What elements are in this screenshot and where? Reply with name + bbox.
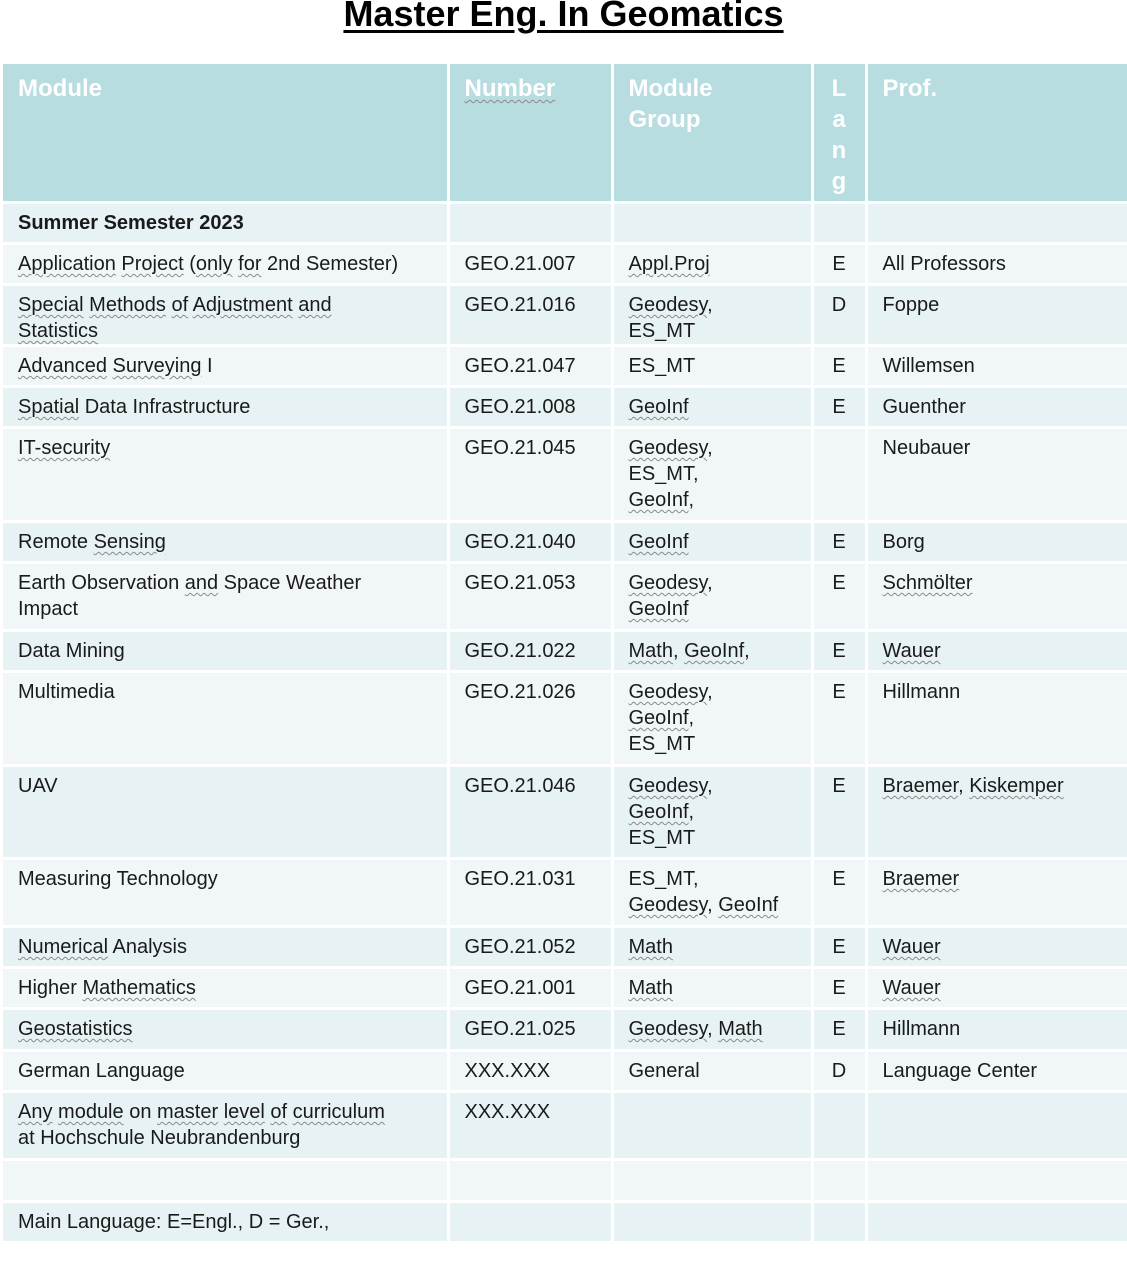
header-row: [3, 64, 1127, 203]
number-cell: GEO.21.016: [448, 285, 612, 346]
header-lang: L a n g: [812, 64, 866, 203]
module-cell: Multimedia: [3, 672, 448, 766]
footnote-row: [3, 1202, 1127, 1243]
lang-cell: E: [812, 1009, 866, 1051]
empty-cell: [812, 1202, 866, 1243]
module-group-cell: Geodesy, GeoInf: [612, 563, 812, 631]
spacer-row: [3, 1160, 1127, 1202]
module-cell: Data Mining: [3, 631, 448, 672]
lang-cell: [812, 1092, 866, 1160]
lang-cell: E: [812, 672, 866, 766]
semester-row: [3, 203, 1127, 244]
prof-cell: All Professors: [866, 244, 1127, 285]
table-row: [3, 563, 1127, 631]
module-group-cell: GeoInf: [612, 522, 812, 563]
prof-cell: Braemer, Kiskemper: [866, 766, 1127, 859]
header-prof: Prof.: [866, 64, 1127, 203]
number-cell: GEO.21.025: [448, 1009, 612, 1051]
empty-cell: [812, 203, 866, 244]
module-cell: Special Methods of Adjustment and Statistics: [3, 285, 448, 346]
empty-cell: [866, 1160, 1127, 1202]
module-cell: German Language: [3, 1051, 448, 1092]
lang-cell: E: [812, 244, 866, 285]
module-cell: IT-security: [3, 428, 448, 522]
module-cell: UAV: [3, 766, 448, 859]
lang-cell: E: [812, 766, 866, 859]
module-group-cell: ES_MT: [612, 346, 812, 387]
prof-cell: [866, 1092, 1127, 1160]
module-group-cell: [612, 1092, 812, 1160]
lang-cell: E: [812, 563, 866, 631]
table-row: [3, 387, 1127, 428]
module-cell: Measuring Technology: [3, 859, 448, 927]
number-cell: GEO.21.052: [448, 927, 612, 968]
lang-cell: E: [812, 859, 866, 927]
lang-cell: E: [812, 631, 866, 672]
lang-cell: E: [812, 522, 866, 563]
module-group-cell: Math, GeoInf,: [612, 631, 812, 672]
module-group-cell: Geodesy, GeoInf, ES_MT: [612, 766, 812, 859]
lang-cell: [812, 428, 866, 522]
table-row: [3, 285, 1127, 346]
prof-cell: Willemsen: [866, 346, 1127, 387]
header-module: Module: [3, 64, 448, 203]
module-cell: Earth Observation and Space Weather Impact: [3, 563, 448, 631]
header-number-label: Number: [464, 75, 556, 102]
module-cell: Numerical Analysis: [3, 927, 448, 968]
table-row: [3, 428, 1127, 522]
prof-cell: Schmölter: [866, 563, 1127, 631]
module-group-cell: Math: [612, 968, 812, 1009]
number-cell: GEO.21.026: [448, 672, 612, 766]
prof-cell: Wauer: [866, 927, 1127, 968]
module-group-cell: Geodesy, ES_MT: [612, 285, 812, 346]
prof-cell: Foppe: [866, 285, 1127, 346]
table-row: [3, 1051, 1127, 1092]
table-row: [3, 244, 1127, 285]
lang-cell: E: [812, 346, 866, 387]
lang-cell: E: [812, 387, 866, 428]
number-cell: GEO.21.045: [448, 428, 612, 522]
empty-cell: [448, 203, 612, 244]
number-cell: GEO.21.007: [448, 244, 612, 285]
prof-cell: Guenther: [866, 387, 1127, 428]
table-row: [3, 1092, 1127, 1160]
module-group-cell: Math: [612, 927, 812, 968]
table-row: [3, 346, 1127, 387]
footnote: Main Language: E=Engl., D = Ger.,: [3, 1202, 448, 1243]
module-group-cell: General: [612, 1051, 812, 1092]
prof-cell: Hillmann: [866, 672, 1127, 766]
empty-cell: [612, 1202, 812, 1243]
number-cell: GEO.21.001: [448, 968, 612, 1009]
table-row: [3, 968, 1127, 1009]
module-group-cell: Geodesy, ES_MT, GeoInf,: [612, 428, 812, 522]
empty-cell: [448, 1160, 612, 1202]
module-cell: Higher Mathematics: [3, 968, 448, 1009]
number-cell: GEO.21.031: [448, 859, 612, 927]
table-row: [3, 672, 1127, 766]
number-cell: GEO.21.040: [448, 522, 612, 563]
lang-cell: D: [812, 1051, 866, 1092]
empty-cell: [612, 1160, 812, 1202]
number-cell: XXX.XXX: [448, 1051, 612, 1092]
module-group-cell: Geodesy, Math: [612, 1009, 812, 1051]
empty-cell: [612, 203, 812, 244]
empty-cell: [866, 1202, 1127, 1243]
module-group-cell: Appl.Proj: [612, 244, 812, 285]
lang-cell: E: [812, 968, 866, 1009]
number-cell: XXX.XXX: [448, 1092, 612, 1160]
module-cell: Application Project (only for 2nd Semester): [3, 244, 448, 285]
module-cell: Spatial Data Infrastructure: [3, 387, 448, 428]
prof-cell: Borg: [866, 522, 1127, 563]
number-cell: GEO.21.047: [448, 346, 612, 387]
lang-cell: D: [812, 285, 866, 346]
module-cell: Advanced Surveying I: [3, 346, 448, 387]
prof-cell: Braemer: [866, 859, 1127, 927]
module-cell: Remote Sensing: [3, 522, 448, 563]
table-row: [3, 766, 1127, 859]
table-row: [3, 522, 1127, 563]
prof-cell: Language Center: [866, 1051, 1127, 1092]
module-group-cell: ES_MT, Geodesy, GeoInf: [612, 859, 812, 927]
number-cell: GEO.21.053: [448, 563, 612, 631]
module-cell: Any module on master level of curriculum at Hochschule Neubrandenburg: [3, 1092, 448, 1160]
module-group-cell: GeoInf: [612, 387, 812, 428]
table-row: [3, 631, 1127, 672]
empty-cell: [448, 1202, 612, 1243]
table-row: [3, 927, 1127, 968]
semester-label: Summer Semester 2023: [3, 203, 448, 244]
prof-cell: Neubauer: [866, 428, 1127, 522]
prof-cell: Wauer: [866, 631, 1127, 672]
header-module-group: Module Group: [612, 64, 812, 203]
lang-cell: E: [812, 927, 866, 968]
prof-cell: Wauer: [866, 968, 1127, 1009]
number-cell: GEO.21.008: [448, 387, 612, 428]
prof-cell: Hillmann: [866, 1009, 1127, 1051]
page-title: Master Eng. In Geomatics: [343, 0, 784, 34]
table-row: [3, 1009, 1127, 1051]
table-row: [3, 859, 1127, 927]
module-table: [3, 64, 1127, 1244]
number-cell: GEO.21.046: [448, 766, 612, 859]
empty-cell: [3, 1160, 448, 1202]
empty-cell: [866, 203, 1127, 244]
header-number: [448, 64, 612, 203]
number-cell: GEO.21.022: [448, 631, 612, 672]
empty-cell: [812, 1160, 866, 1202]
module-cell: Geostatistics: [3, 1009, 448, 1051]
module-group-cell: Geodesy, GeoInf, ES_MT: [612, 672, 812, 766]
